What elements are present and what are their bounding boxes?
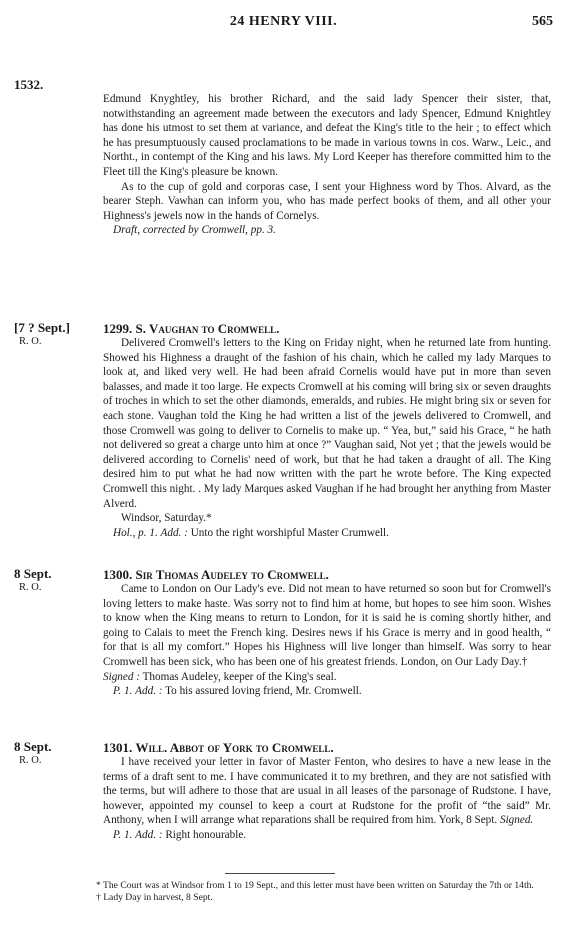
entry-1300 — [103, 567, 551, 699]
footnote-rule — [225, 873, 335, 874]
entry-heading — [103, 321, 551, 336]
year-label: 1532. — [14, 77, 44, 92]
entry-date: 8 Sept. — [14, 566, 52, 581]
entry-source: R. O. — [19, 755, 42, 766]
running-head-title: 24 HENRY VIII. — [229, 14, 338, 29]
margin-1300 — [14, 567, 52, 595]
entry-1301 — [103, 740, 551, 843]
margin-1301 — [14, 740, 52, 768]
entry-note: P. 1. Add. : To his assured loving friend, Mr. Cromwell. — [113, 685, 362, 698]
continuation-paragraph-1: Edmund Knyghtley, his brother Richard, and the said lady Spencer their sister, that, notwithstanding an agreement made between the executors and lady Spencer, Edmund Knightley has done his utmost to set them at variance, and defeat the King's title to the heir ; to effect which he has presumptuously caused proclamations to be made in various towns in cos. Warw., Leic., and Northt., in contempt of the King and his laws. My Lord Keeper has therefore committed him to the Fleet till the King's pleasure be known. — [103, 93, 551, 178]
entry-continuation — [103, 92, 551, 238]
entry-body: I have received your letter in favor of Master Fenton, who desires to have a new lease in the terms of a draft sent to me. I have communicated it to my brethren, and they are not satisfied with the terms, but will adhere to those that are usual in all leases of the parsonage of Rudstone. I have, however, appointed my counsel to keep a court at Rudstone for the profit of “the said” Mr. Anthony, when I will arrange what reparations shall be required from him. York, 8 Sept. Signed. — [103, 756, 551, 827]
entry-body: Delivered Cromwell's letters to the King on Friday night, when he returned late from hunting. Showed his Highness a draught of the fashion of his chain, which he called my lady Marques to look at, and liked very well. He had been afraid Cornelis would have put in more than seven balasses, and made it too large. He expects Cromwell at his coming will bring six or seven draughts of troches in which to set the other diamonds, emeralds, and rubies. He might bring six or seven for each stone. Vaughan told the King he had written a list of the jewels delivered to Cromwell, and those Cromwell was going to deliver to Cornelis to make up. “ Yea, but,” said his Grace, “ he hath not delivered so great a charge unto him at once ?” Vaughan said, Not yet ; that the jewels would be delivered according to Cornelis' need of work, but that he had taken a draught of all. The King desired him to put what he had now written with the part he wrote before. The King expected Cromwell this night. . My lady Marques asked Vaughan if he had brought her anything from Master Alverd. — [103, 337, 551, 510]
entry-number: 1299. — [103, 321, 133, 336]
margin-1299 — [14, 321, 70, 349]
entry-1299 — [103, 321, 551, 540]
draft-note: Draft, corrected by Cromwell, pp. 3. — [113, 224, 276, 237]
entry-heading — [103, 740, 551, 755]
footnote-star: * The Court was at Windsor from 1 to 19 Sept., and this letter must have been written on Saturday the 7th or 14th. — [96, 880, 534, 891]
entry-title: Will. Abbot of York to Cromwell. — [135, 740, 334, 755]
entry-source: R. O. — [19, 336, 42, 347]
entry-number: 1301. — [103, 740, 133, 755]
entry-signed: Signed : Thomas Audeley, keeper of the King's seal. — [103, 670, 337, 683]
entry-heading — [103, 567, 551, 582]
footnote-dagger: † Lady Day in harvest, 8 Sept. — [96, 892, 213, 903]
entry-title: Sir Thomas Audeley to Cromwell. — [135, 567, 329, 582]
continuation-paragraph-2: As to the cup of gold and corporas case, I sent your Highness word by Thos. Alvard, as the bearer Steph. Vawhan can inform you, who has made perfect books of them, and all other your Highness's jewels now in the hands of Cornelys. — [103, 180, 551, 222]
entry-closing: Windsor, Saturday.* — [121, 512, 212, 525]
entry-source: R. O. — [19, 582, 42, 593]
running-head — [0, 14, 567, 34]
entry-date: [7 ? Sept.] — [14, 320, 70, 335]
entry-note: P. 1. Add. : Right honourable. — [113, 828, 247, 841]
margin-year — [14, 78, 43, 92]
entry-date: 8 Sept. — [14, 739, 52, 754]
entry-note: Hol., p. 1. Add. : Unto the right worshipful Master Crumwell. — [113, 526, 389, 539]
entry-title: S. Vaughan to Cromwell. — [135, 321, 280, 336]
entry-body: Came to London on Our Lady's eve. Did not mean to have returned so soon but for Cromwell's loving letters to make haste. Was sorry not to find him at home, but hopes to see him soon. Wishes to know when the King means to return to London, for it is said he is coming shortly hither, and going to Calais to meet the French king. Desires news if his Grace is merry and in good health, “ for that is all my comfort.” Hopes his Highness will live longer than himself. Was sorry to hear Cromwell has been sick, who has been one of his greatest friends. London, on Our Lady Day.† — [103, 583, 551, 668]
footnotes — [86, 880, 552, 904]
page-number: 565 — [532, 14, 553, 29]
entry-number: 1300. — [103, 567, 133, 582]
